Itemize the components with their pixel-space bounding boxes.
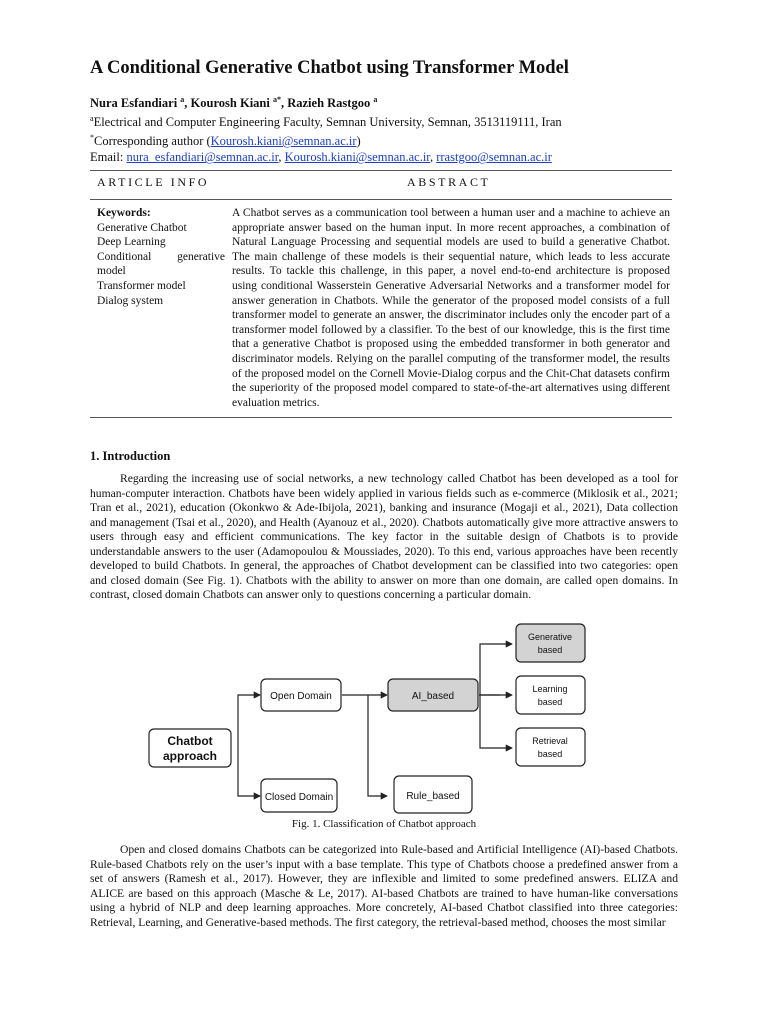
figure-caption: Fig. 1. Classification of Chatbot approach — [291, 818, 477, 830]
author-mark: a — [373, 95, 378, 104]
top-divider — [90, 170, 672, 171]
node-label: Learning — [532, 684, 568, 694]
email-link[interactable]: nura_esfandiari@semnan.ac.ir — [126, 150, 279, 165]
abstract-heading: ABSTRACT — [407, 175, 491, 189]
article-info-heading: ARTICLE INFO — [97, 175, 210, 189]
keyword: Transformer model — [97, 279, 186, 292]
node-generative-based — [516, 624, 585, 662]
author-list: Nura Esfandiari $^a$, Kourosh Kiani $^{a*}$, Razieh Rastgoo $^a$ — [90, 95, 378, 111]
node-label: based — [537, 645, 563, 655]
abstract-text: A Chatbot serves as a communication tool between a human user and a machine to achieve an appropriate answer based on the human input. In more recent approaches, a combination of Natural Language Processing and sequential models are used to build a generative Chatbot. The main challenge of these models is their sequential nature, which leads to less accurate results. To tackle this challenge, in this paper, a novel end-to-end architecture is proposed using conditional Wasserstein Generative Adversarial Networks and a transformer model for answer generation in Chatbots. While the generator of the proposed model consists of a full transformer model to generate an answer, the discriminator includes only the encoder part of a transformer model followed by a classifier. To the best of our knowledge, this is the first time that a generative Chatbot is proposed using the embedded transformer in both generator and discriminator models. Relying on the parallel computing of the transformer model, the results of the proposed model on the Cornell Movie-Dialog corpus and the Chit-Chat datasets confirm the superiority of the proposed model compared to state-of-the-art alternatives using different evaluation metrics. — [232, 207, 670, 409]
node-label: approach — [162, 749, 218, 763]
node-label: AI_based — [411, 691, 455, 702]
affiliation-mark: a — [90, 114, 94, 123]
author-mark: a — [180, 95, 185, 104]
keywords-label: Keywords: — [97, 207, 151, 219]
paper-title: A Conditional Generative Chatbot using Transformer Model — [90, 58, 569, 78]
keywords-block — [97, 206, 225, 308]
chatbot-classification-figure — [90, 615, 680, 815]
node-label: Open Domain — [270, 691, 332, 702]
email-label: Email: — [90, 150, 127, 165]
node-retrieval-based — [516, 728, 585, 766]
author-name: Razieh Rastgoo — [287, 96, 371, 111]
corresponding-close: ) — [356, 134, 361, 149]
keyword: Conditional generative — [97, 250, 225, 263]
connector-arrow — [480, 644, 512, 695]
connector-arrow — [238, 695, 260, 748]
paragraph-text: Open and closed domains Chatbots can be categorized into Rule-based and Artificial Intelligence (AI)-based Chatbots. Rule-based Chatbots rely on the user’s input with a base template. This type of Chatbots choose a predefined answer from a set of answers (Ramesh et al., 2017). However, they are inflexible and limited to some predefined answers. ELIZA and ALICE are based on this approach (Masche & Le, 2017). AI-based Chatbots are trained to have human-like conversations using a hybrid of NLP and deep learning approaches. More concretely, AI-based Chatbot classified into three categories: Retrieval, Learning, and Generative-based methods. The first category, the retrieval-based method, chooses the most similar — [90, 843, 678, 929]
paragraph-text: Regarding the increasing use of social networks, a new technology called Chatbot has been developed as a tool for human-computer interaction. Chatbots have been widely applied in various fields such as e-commerce (Miklosik et al., 2021; Tran et al., 2021), education (Okonkwo & Ade-Ibijola, 2021), banking and insurance (Mogaji et al., 2021), Data collection and management (Tsai et al., 2020), and Health (Ayanouz et al., 2020). Chatbots automatically give more attractive answers to users through easy and efficient communications. The key factor in the suitable design of Chatbots is to provide understandable answers to the user (Adamopoulou & Moussiades, 2020). To this end, various approaches have been recently developed to build Chatbots. In general, the approaches of Chatbot development can be classified into two categories: open and closed domain (See Fig. 1). Chatbots with the ability to answer on more than one domain, are called open domains. In contrast, closed domain Chatbots can answer only to questions concerning a particular domain. — [90, 472, 678, 601]
corresponding-mark: * — [90, 133, 94, 143]
corresponding-email-link[interactable]: Kourosh.kiani@semnan.ac.ir — [210, 134, 357, 149]
node-label: based — [537, 749, 563, 759]
keyword: model — [97, 265, 126, 278]
author-name: Kourosh Kiani — [190, 96, 270, 111]
keyword: Generative Chatbot — [97, 221, 187, 234]
header-divider — [90, 199, 672, 200]
keyword: Dialog system — [97, 294, 164, 307]
affiliation: Electrical and Computer Engineering Faculty, Semnan University, Semnan, 3513119111, Iran — [93, 115, 562, 130]
corresponding-label: Corresponding author ( — [94, 134, 211, 149]
intro-paragraph-1 — [90, 472, 678, 603]
affiliation-block: $^a$Electrical and Computer Engineering Faculty, Semnan University, Semnan, 3513119111, Iran *Corresponding author (Kourosh.kiani@semnan.ac.ir) Email: nura_esfandiari@semnan.ac.ir, Kourosh.kiani@semnan.ac.ir, rrastgoo@semnan.ac.ir — [90, 114, 562, 165]
node-label: Retrieval — [532, 736, 568, 746]
abstract-divider — [90, 417, 672, 418]
node-learning-based — [516, 676, 585, 714]
connector-arrow — [480, 695, 512, 748]
node-label: Rule_based — [406, 791, 460, 802]
intro-paragraph-2 — [90, 843, 678, 930]
email-link[interactable]: Kourosh.kiani@semnan.ac.ir — [284, 150, 430, 165]
node-label: Generative — [527, 632, 573, 642]
connector-arrow — [368, 695, 387, 796]
node-label: Chatbot — [167, 734, 213, 748]
section-heading-introduction: 1. Introduction — [90, 449, 171, 463]
node-label: Closed Domain — [264, 792, 334, 803]
email-link[interactable]: rrastgoo@semnan.ac.ir — [436, 150, 552, 165]
node-label: based — [537, 697, 563, 707]
author-name: Nura Esfandiari — [90, 96, 178, 111]
keyword: Deep Learning — [97, 236, 166, 249]
connector-arrow — [238, 748, 260, 796]
author-mark: a* — [272, 95, 281, 104]
